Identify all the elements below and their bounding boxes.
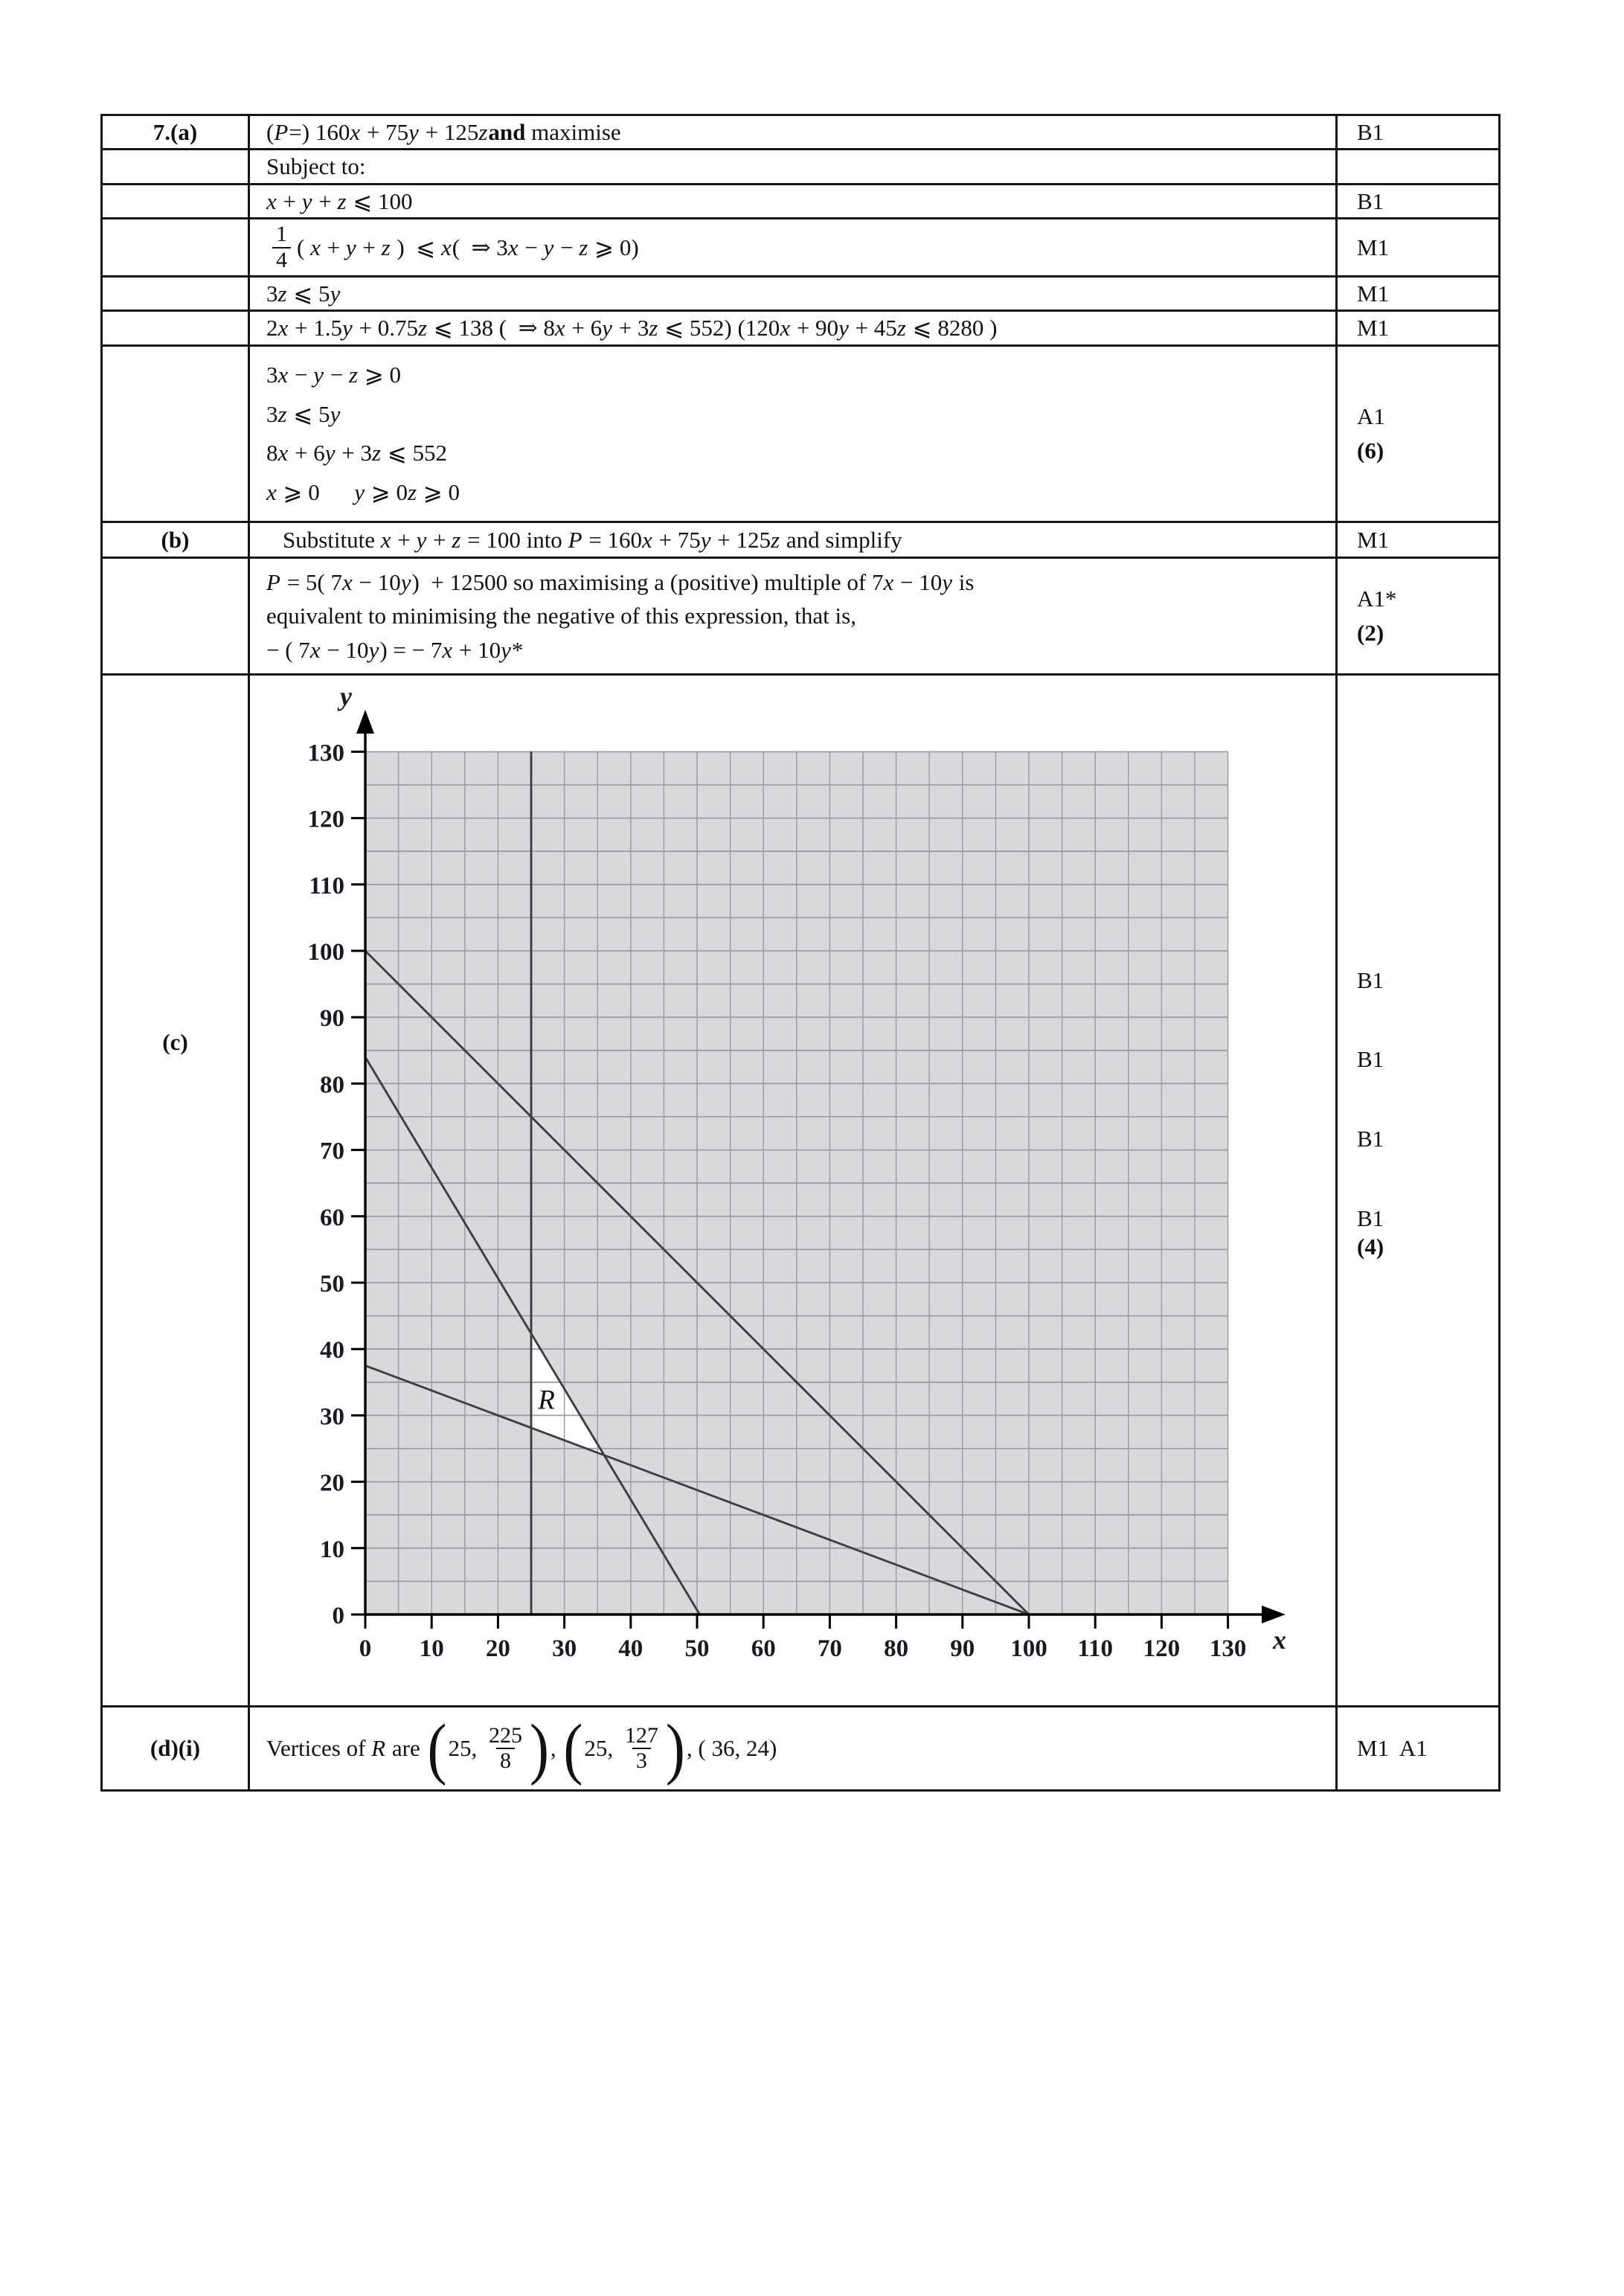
part-b-label: (b) [103, 523, 250, 557]
empty-label-cell [103, 312, 250, 344]
marks-subtotal: (2) [1357, 620, 1384, 646]
mark-b1: B1 [1357, 187, 1384, 214]
table-row [103, 116, 1498, 150]
y-tick-label: 110 [309, 872, 344, 900]
x-tick-label: 50 [684, 1635, 710, 1662]
constraint-line: x ⩾ 0 y ⩾ 0z ⩾ 0 [266, 478, 460, 505]
x-tick-label: 10 [419, 1635, 444, 1662]
x-tick-label: 130 [1209, 1635, 1247, 1662]
table-row-graph [103, 676, 1498, 1707]
graph-marks-cell [1338, 676, 1498, 1705]
y-tick-label: 70 [320, 1138, 344, 1165]
y-tick-label: 50 [320, 1271, 344, 1298]
marks-m1-a1: M1 A1 [1357, 1735, 1428, 1761]
empty-label-cell [103, 219, 250, 275]
mark-b1: B1 [1357, 1205, 1384, 1231]
mark-b1: B1 [1357, 1126, 1384, 1152]
marks-subtotal: (6) [1357, 437, 1384, 464]
y-tick-label: 60 [320, 1204, 344, 1231]
vertices-text: Vertices of R are ( 25, $\frac{225}{8}$ ) , ( 25, $\frac{127}{3}$ ) , ( 36, 24) [266, 1710, 777, 1786]
mark-b1: B1 [1357, 967, 1384, 993]
x-tick-label: 0 [359, 1635, 372, 1662]
constraints-summary-block [250, 347, 1335, 521]
table-row [103, 559, 1498, 676]
mark-m1: M1 [1357, 234, 1390, 260]
vertex-fraction-pair: ( 25, $\frac{127}{3}$ ) [563, 1710, 685, 1786]
mark-m1: M1 [1357, 526, 1390, 553]
x-tick-label: 60 [751, 1635, 776, 1662]
y-axis-label: y [340, 682, 352, 711]
mark-a1star: A1* [1357, 586, 1397, 612]
y-tick-label: 80 [320, 1071, 344, 1099]
fraction-one-quarter: $\frac{1}{4}$ [272, 222, 291, 272]
mark-scheme-table [100, 114, 1501, 1792]
table-row [103, 1707, 1498, 1789]
x-tick-label: 70 [817, 1635, 842, 1662]
marks-a1star-2 [1338, 559, 1498, 673]
x-axis-arrow [1262, 1606, 1286, 1623]
table-row [103, 347, 1498, 523]
table-row [103, 219, 1498, 278]
constraint-fraction-text: $\frac{1}{4}$ ( x + y + z ) ⩽ x( ⇒ 3x − y − z ⩾ 0) [250, 219, 1335, 275]
y-tick-label: 100 [307, 939, 344, 966]
mark-m1: M1 [1357, 315, 1390, 341]
fraction-225-8: $\frac{225}{8}$ [488, 1722, 522, 1773]
table-row [103, 150, 1498, 185]
x-tick-label: 40 [618, 1635, 643, 1662]
constraint-cost-text: 2 x + 1.5 y + 0.75 z ⩽ 138 ( ⇒ 8 x + 6 y + 3 z ⩽ 552) (120 x + 90 y + 45 z ⩽ 8280 ) [266, 315, 998, 341]
y-axis-arrow [356, 710, 374, 734]
subject-to-text: Subject to: [266, 153, 366, 179]
explanation-line: P = 5( 7x − 10y) + 12500 so maximising a (positive) multiple of 7x − 10y is [266, 568, 975, 595]
constraint-line: 3x − y − z ⩾ 0 [266, 362, 402, 388]
mark-b1: B1 [1357, 1046, 1384, 1072]
marks-a1-6 [1338, 347, 1498, 521]
y-tick-label: 40 [320, 1337, 344, 1365]
part-c-label: (c) [162, 1029, 188, 1055]
part-c-label-cell [103, 676, 250, 1705]
x-tick-label: 80 [884, 1635, 909, 1662]
lp-graph [250, 676, 1338, 1705]
explanation-line: equivalent to minimising the negative of this expression, that is, [266, 603, 856, 629]
region-R-label: R [538, 1385, 555, 1416]
y-tick-label: 30 [320, 1403, 344, 1431]
vertex-fraction-pair: ( 25, $\frac{225}{8}$ ) [427, 1710, 549, 1786]
y-tick-label: 0 [332, 1603, 344, 1629]
fraction-127-3: $\frac{127}{3}$ [624, 1722, 658, 1773]
mark-a1: A1 [1357, 403, 1385, 429]
x-tick-label: 120 [1143, 1635, 1181, 1662]
y-tick-label: 10 [320, 1536, 344, 1563]
constraint-line: 3z ⩽ 5y [266, 400, 341, 427]
part-di-label: (d)(i) [103, 1707, 250, 1789]
constraint-sum-text: x + y + z ⩽ 100 [266, 187, 413, 214]
x-axis-label: x [1273, 1625, 1286, 1655]
table-row [103, 278, 1498, 312]
y-tick-label: 120 [307, 806, 344, 833]
y-tick-label: 130 [307, 740, 344, 767]
x-tick-label: 30 [552, 1635, 577, 1662]
substitute-text: Substitute x + y + z = 100 into P = 160 x + 75 y + 125 z and simplify [283, 526, 902, 553]
constraint-3z5y-text: 3 z ⩽ 5 y [266, 280, 341, 307]
marks-subtotal: (4) [1357, 1234, 1384, 1260]
mark-b1: B1 [1357, 118, 1384, 145]
table-row [103, 523, 1498, 559]
explanation-line: − ( 7x − 10y) = − 7x + 10y* [266, 636, 524, 663]
x-tick-label: 100 [1010, 1635, 1047, 1662]
table-row [103, 312, 1498, 347]
empty-label-cell [103, 150, 250, 183]
y-tick-label: 90 [320, 1005, 344, 1033]
empty-label-cell [103, 347, 250, 521]
y-tick-label: 20 [320, 1469, 344, 1497]
graph-cell [250, 676, 1338, 1705]
objective-function-text: ( P =) 160 x + 75 y + 125 z and maximise [266, 118, 621, 145]
explanation-block [250, 559, 1335, 673]
question-number-label: 7.(a) [103, 116, 250, 148]
empty-label-cell [103, 278, 250, 310]
empty-label-cell [103, 559, 250, 673]
mark-m1: M1 [1357, 280, 1390, 307]
x-tick-label: 110 [1077, 1635, 1114, 1662]
empty-marks-cell [1338, 150, 1498, 183]
constraint-line: 8x + 6y + 3z ⩽ 552 [266, 440, 448, 466]
empty-label-cell [103, 185, 250, 217]
table-row [103, 185, 1498, 219]
x-tick-label: 20 [485, 1635, 510, 1662]
x-tick-label: 90 [950, 1635, 975, 1662]
